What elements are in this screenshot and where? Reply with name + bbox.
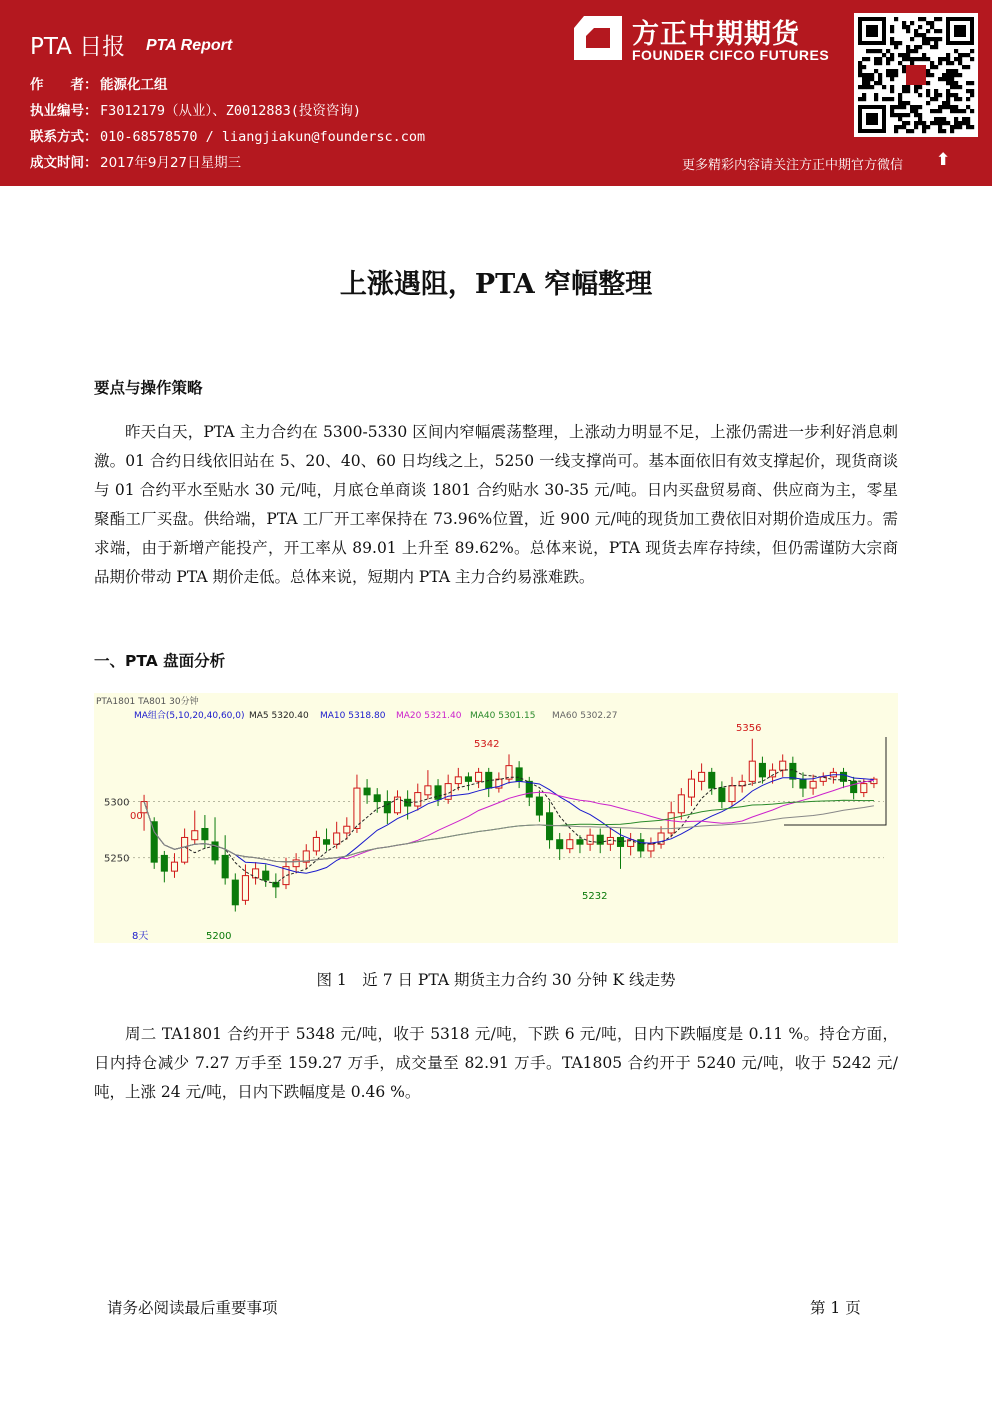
candle-body <box>161 855 167 871</box>
candle-body <box>242 876 248 901</box>
date-label: 成文时间： <box>30 155 98 171</box>
candle-body <box>567 840 573 849</box>
strategy-paragraph <box>94 418 898 592</box>
candle-body <box>587 835 593 844</box>
candle-body <box>334 833 340 844</box>
candle-body <box>323 840 329 844</box>
contact-line <box>30 125 425 145</box>
candle-body <box>253 869 259 878</box>
date-line <box>30 151 241 171</box>
kline-chart-svg <box>94 693 898 943</box>
brand-name-cn: 方正中期期货 <box>632 19 800 50</box>
brand-name-en: FOUNDER CIFCO FUTURES <box>632 47 830 63</box>
candle-body <box>699 772 705 781</box>
candle-body <box>861 784 867 793</box>
candle-body <box>425 786 431 795</box>
candle-body <box>709 772 715 788</box>
candle-body <box>729 786 735 802</box>
candle-body <box>536 797 542 815</box>
market-paragraph <box>94 1020 898 1107</box>
license-label: 执业编号： <box>30 103 98 119</box>
candle-body <box>800 779 806 788</box>
moving-average-line <box>144 775 874 873</box>
candle-body <box>557 840 563 849</box>
figure-caption: 图 1 近 7 日 PTA 期货主力合约 30 分钟 K 线走势 <box>316 971 676 989</box>
legend-entry: MA5 5320.40 <box>249 711 309 721</box>
report-subtitle: PTA Report <box>146 37 233 54</box>
candle-body <box>476 772 482 781</box>
paragraph-text: 周二 TA1801 合约开于 5348 元/吨，收于 5318 元/吨，下跌 6 元/吨，日内下跌幅度是 0.11 %。持仓方面，日内持仓减少 7.27 万手至 159.27 万手，成交量至 82.91 万手。TA1805 合约开于 5240 元/吨，收于 5242 元/吨，上涨 24 元/吨，日内下跌幅度是 0.46 %。 <box>94 1025 898 1101</box>
contact-value: 010-68578570 / liangjiakun@foundersc.com <box>100 129 426 145</box>
page-number: 第 1 页 <box>810 1299 861 1317</box>
contact-label: 联系方式： <box>30 129 98 145</box>
paragraph-text: 昨天白天，PTA 主力合约在 5300-5330 区间内窄幅震荡整理，上涨动力明显不足，上涨仍需进一步利好消息刺激。01 合约日线依旧站在 5、20、40、60 日均线之上，5250 一线支撑尚可。基本面依旧有效支撑起价，现货商谈与 01 合约平水至贴水 30 元/吨，月底仓单商谈 1801 合约贴水 30-35 元/吨。日内买盘贸易商、供应商为主，零星聚酯工厂买盘。供给端，PTA 工厂开工率保持在 73.96%位置，近 900 元/吨的现货加工费依旧对期价造成压力。需求端，由于新增产能投产，开工率从 89.01 上升至 89.62%。总体来说，PTA 现货去库存持续，但仍需谨防大宗商品期价带动 PTA 期价走低。总体来说，短期内 PTA 主力合约易涨难跌。 <box>94 423 898 586</box>
legend-entry: MA20 5321.40 <box>396 711 462 721</box>
candle-body <box>192 831 198 840</box>
candle-body <box>678 795 684 813</box>
author-value: 能源化工组 <box>100 77 168 93</box>
candle-body <box>313 837 319 850</box>
candle-body <box>658 833 664 844</box>
report-header <box>0 0 992 186</box>
candle-body <box>455 777 461 784</box>
candle-body <box>202 828 208 839</box>
report-title: PTA 日报 <box>30 34 126 60</box>
candle-body <box>232 880 238 905</box>
candle-body <box>171 862 177 871</box>
section-heading-strategy: 要点与操作策略 <box>94 379 203 397</box>
candle-body <box>688 779 694 797</box>
candle-body <box>293 860 299 867</box>
candle-body <box>780 761 786 770</box>
candle-body <box>384 802 390 813</box>
kline-chart <box>94 693 898 943</box>
footer-notice: 请务必阅读最后重要事项 <box>107 1299 278 1317</box>
high-label: 5342 <box>474 739 500 750</box>
license-value: F3012179（从业）、Z0012883(投资咨询) <box>100 103 362 119</box>
candle-body <box>668 813 674 833</box>
candle-body <box>354 788 360 828</box>
candle-body <box>577 840 583 844</box>
low-label: 5200 <box>206 931 232 942</box>
legend-entry: MA组合(5,10,20,40,60,0) <box>134 711 245 721</box>
candle-body <box>648 844 654 851</box>
candle-body <box>212 842 218 860</box>
candle-body <box>719 788 725 801</box>
candle-body <box>364 788 370 795</box>
candle-body <box>374 795 380 802</box>
author-label: 作 者： <box>30 77 98 93</box>
legend-entry: MA10 5318.80 <box>320 711 386 721</box>
candle-body <box>344 826 350 833</box>
high-label: 5356 <box>736 723 762 734</box>
author-line <box>30 73 168 93</box>
start-label: 00 <box>130 811 143 822</box>
follow-wechat-text: 更多精彩内容请关注方正中期官方微信 <box>682 158 904 173</box>
moving-average-line <box>144 802 874 862</box>
y-tick-label: 5250 <box>104 853 130 865</box>
candle-body <box>263 871 269 880</box>
moving-average-line <box>144 800 874 862</box>
candle-body <box>435 786 441 799</box>
low-label: 5232 <box>582 891 608 902</box>
candle-body <box>810 781 816 788</box>
candle-body <box>851 781 857 792</box>
chart-title: PTA1801 TA801 30分钟 <box>96 697 199 707</box>
section-heading-analysis: 一、PTA 盘面分析 <box>94 652 226 670</box>
period-label: 8天 <box>132 931 149 942</box>
candle-body <box>749 761 755 781</box>
candle-body <box>182 837 188 862</box>
candle-body <box>516 768 522 781</box>
arrow-up-icon: ⬆ <box>936 150 951 170</box>
candle-body <box>465 777 471 781</box>
qr-code-icon[interactable] <box>854 13 978 137</box>
license-line <box>30 99 361 119</box>
candle-body <box>222 855 228 877</box>
candle-body <box>759 763 765 776</box>
candle-body <box>607 837 613 844</box>
candle-body <box>151 822 157 862</box>
legend-entry: MA60 5302.27 <box>552 711 618 721</box>
y-tick-label: 5300 <box>104 797 130 809</box>
candle-body <box>770 770 776 777</box>
document-title: 上涨遇阻，PTA 窄幅整理 <box>339 269 653 300</box>
candle-body <box>415 793 421 806</box>
founder-logo-icon <box>574 16 622 60</box>
date-value: 2017年9月27日星期三 <box>100 155 242 171</box>
legend-entry: MA40 5301.15 <box>470 711 536 721</box>
moving-average-line <box>144 770 874 884</box>
